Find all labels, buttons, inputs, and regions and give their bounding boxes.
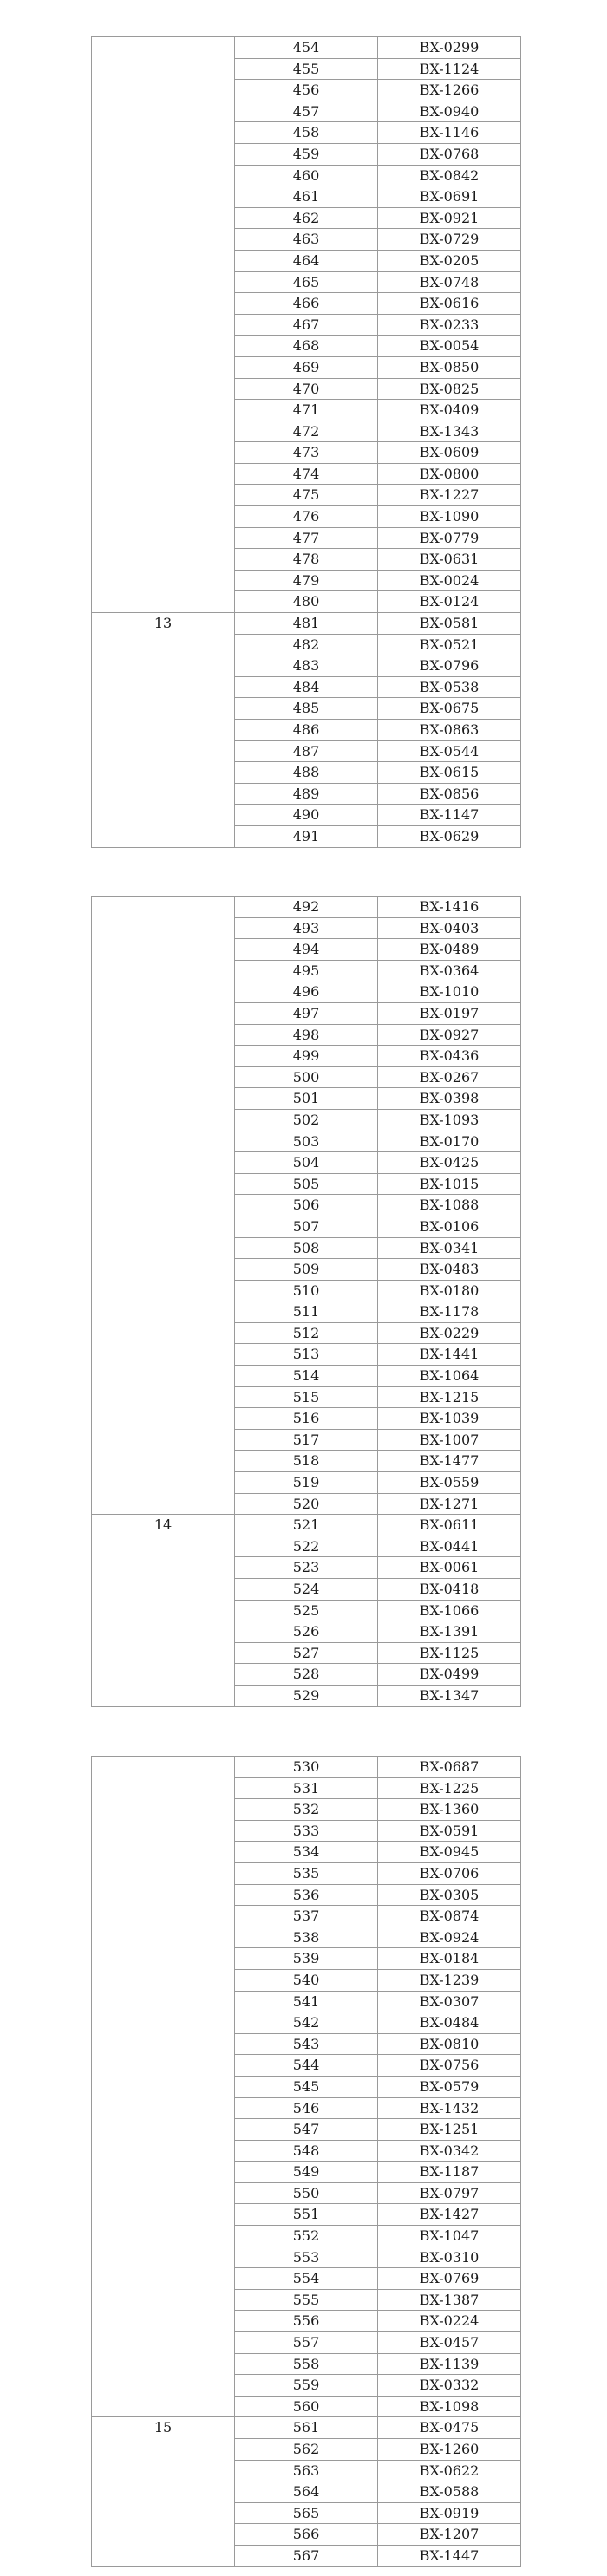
number-cell: 493 — [235, 917, 378, 939]
number-cell: 546 — [235, 2097, 378, 2119]
code-cell: BX-1260 — [378, 2439, 521, 2461]
table-row — [92, 613, 521, 635]
number-cell: 514 — [235, 1366, 378, 1387]
number-cell: 466 — [235, 293, 378, 315]
code-cell: BX-1239 — [378, 1969, 521, 1991]
code-cell: BX-0591 — [378, 1820, 521, 1842]
table-row — [92, 1757, 521, 1778]
number-cell: 483 — [235, 655, 378, 677]
table-row — [92, 37, 521, 59]
code-cell: BX-0418 — [378, 1579, 521, 1601]
number-cell: 553 — [235, 2247, 378, 2268]
code-cell: BX-0475 — [378, 2417, 521, 2439]
code-cell: BX-1088 — [378, 1195, 521, 1216]
table-row — [92, 2417, 521, 2439]
number-cell: 518 — [235, 1451, 378, 1472]
number-cell: 491 — [235, 825, 378, 847]
number-cell: 561 — [235, 2417, 378, 2439]
number-cell: 564 — [235, 2481, 378, 2503]
number-cell: 499 — [235, 1046, 378, 1067]
number-cell: 502 — [235, 1109, 378, 1131]
code-cell: BX-0768 — [378, 143, 521, 165]
code-cell: BX-0403 — [378, 917, 521, 939]
code-cell: BX-0307 — [378, 1991, 521, 2012]
number-cell: 532 — [235, 1799, 378, 1821]
code-cell: BX-1178 — [378, 1301, 521, 1323]
code-cell: BX-1066 — [378, 1600, 521, 1621]
code-cell: BX-1010 — [378, 981, 521, 1003]
code-cell: BX-0398 — [378, 1088, 521, 1110]
code-cell: BX-1139 — [378, 2353, 521, 2375]
number-cell: 490 — [235, 805, 378, 826]
code-cell: BX-0874 — [378, 1906, 521, 1927]
code-cell: BX-1416 — [378, 897, 521, 918]
code-cell: BX-0180 — [378, 1280, 521, 1301]
number-cell: 459 — [235, 143, 378, 165]
number-cell: 549 — [235, 2162, 378, 2183]
code-cell: BX-0611 — [378, 1515, 521, 1536]
code-cell: BX-0310 — [378, 2247, 521, 2268]
code-cell: BX-0484 — [378, 2012, 521, 2034]
number-cell: 474 — [235, 463, 378, 485]
code-cell: BX-1125 — [378, 1642, 521, 1664]
number-cell: 523 — [235, 1557, 378, 1579]
number-cell: 529 — [235, 1685, 378, 1706]
number-cell: 481 — [235, 613, 378, 635]
number-cell: 477 — [235, 527, 378, 549]
number-cell: 495 — [235, 960, 378, 981]
number-cell: 476 — [235, 506, 378, 528]
code-cell: BX-1147 — [378, 805, 521, 826]
code-cell: BX-0170 — [378, 1131, 521, 1152]
code-cell: BX-0863 — [378, 720, 521, 741]
code-cell: BX-0205 — [378, 250, 521, 271]
code-cell: BX-0489 — [378, 939, 521, 961]
number-cell: 465 — [235, 271, 378, 293]
code-cell: BX-0756 — [378, 2055, 521, 2077]
number-cell: 469 — [235, 356, 378, 378]
code-cell: BX-1090 — [378, 506, 521, 528]
number-cell: 524 — [235, 1579, 378, 1601]
code-cell: BX-1227 — [378, 485, 521, 506]
number-cell: 487 — [235, 740, 378, 762]
number-cell: 497 — [235, 1002, 378, 1024]
group-cell — [92, 1757, 235, 2417]
number-cell: 455 — [235, 58, 378, 80]
number-cell: 463 — [235, 229, 378, 251]
number-cell: 538 — [235, 1927, 378, 1948]
code-cell: BX-0825 — [378, 378, 521, 400]
code-cell: BX-1187 — [378, 2162, 521, 2183]
code-cell: BX-0675 — [378, 698, 521, 720]
code-cell: BX-0729 — [378, 229, 521, 251]
number-cell: 470 — [235, 378, 378, 400]
number-cell: 458 — [235, 122, 378, 144]
number-cell: 460 — [235, 165, 378, 186]
number-cell: 494 — [235, 939, 378, 961]
code-cell: BX-0581 — [378, 613, 521, 635]
number-cell: 464 — [235, 250, 378, 271]
table-block-3 — [91, 1756, 521, 2567]
number-cell: 565 — [235, 2502, 378, 2524]
code-cell: BX-1039 — [378, 1408, 521, 1430]
code-cell: BX-0184 — [378, 1948, 521, 1970]
number-cell: 511 — [235, 1301, 378, 1323]
number-cell: 540 — [235, 1969, 378, 1991]
code-cell: BX-0409 — [378, 400, 521, 421]
code-cell: BX-0945 — [378, 1842, 521, 1863]
code-cell: BX-0538 — [378, 676, 521, 698]
code-cell: BX-0436 — [378, 1046, 521, 1067]
number-cell: 520 — [235, 1493, 378, 1515]
number-cell: 541 — [235, 1991, 378, 2012]
code-cell: BX-0810 — [378, 2033, 521, 2055]
number-cell: 556 — [235, 2311, 378, 2332]
number-cell: 454 — [235, 37, 378, 59]
code-cell: BX-1124 — [378, 58, 521, 80]
code-cell: BX-1427 — [378, 2204, 521, 2226]
code-cell: BX-0197 — [378, 1002, 521, 1024]
number-cell: 525 — [235, 1600, 378, 1621]
code-cell: BX-0588 — [378, 2481, 521, 2503]
code-cell: BX-1432 — [378, 2097, 521, 2119]
code-cell: BX-1441 — [378, 1344, 521, 1366]
number-cell: 492 — [235, 897, 378, 918]
number-cell: 528 — [235, 1664, 378, 1686]
group-cell: 15 — [92, 2417, 235, 2566]
number-cell: 557 — [235, 2332, 378, 2354]
number-cell: 456 — [235, 80, 378, 101]
code-cell: BX-0927 — [378, 1024, 521, 1046]
number-cell: 513 — [235, 1344, 378, 1366]
number-cell: 563 — [235, 2460, 378, 2481]
number-cell: 533 — [235, 1820, 378, 1842]
table-row — [92, 1515, 521, 1536]
number-cell: 558 — [235, 2353, 378, 2375]
number-cell: 471 — [235, 400, 378, 421]
code-cell: BX-0342 — [378, 2140, 521, 2162]
code-cell: BX-0629 — [378, 825, 521, 847]
number-cell: 485 — [235, 698, 378, 720]
code-cell: BX-1015 — [378, 1173, 521, 1195]
code-cell: BX-0224 — [378, 2311, 521, 2332]
code-cell: BX-1007 — [378, 1429, 521, 1451]
number-cell: 555 — [235, 2289, 378, 2311]
code-cell: BX-0483 — [378, 1259, 521, 1281]
group-cell: 13 — [92, 613, 235, 848]
number-cell: 544 — [235, 2055, 378, 2077]
code-cell: BX-0796 — [378, 655, 521, 677]
code-cell: BX-0299 — [378, 37, 521, 59]
code-cell: BX-0124 — [378, 591, 521, 613]
number-cell: 543 — [235, 2033, 378, 2055]
number-cell: 473 — [235, 442, 378, 464]
number-cell: 552 — [235, 2226, 378, 2247]
number-cell: 527 — [235, 1642, 378, 1664]
code-cell: BX-0544 — [378, 740, 521, 762]
code-cell: BX-0921 — [378, 207, 521, 229]
code-cell: BX-0579 — [378, 2076, 521, 2097]
code-cell: BX-0691 — [378, 186, 521, 208]
number-cell: 526 — [235, 1621, 378, 1643]
number-cell: 475 — [235, 485, 378, 506]
number-cell: 468 — [235, 336, 378, 357]
number-cell: 501 — [235, 1088, 378, 1110]
number-cell: 488 — [235, 762, 378, 784]
code-cell: BX-0559 — [378, 1472, 521, 1494]
number-cell: 521 — [235, 1515, 378, 1536]
code-cell: BX-0615 — [378, 762, 521, 784]
number-cell: 505 — [235, 1173, 378, 1195]
number-cell: 507 — [235, 1216, 378, 1237]
code-cell: BX-1387 — [378, 2289, 521, 2311]
code-cell: BX-0609 — [378, 442, 521, 464]
code-cell: BX-1360 — [378, 1799, 521, 1821]
number-cell: 508 — [235, 1237, 378, 1259]
number-cell: 534 — [235, 1842, 378, 1863]
code-cell: BX-1215 — [378, 1386, 521, 1408]
code-cell: BX-0769 — [378, 2268, 521, 2290]
code-cell: BX-1251 — [378, 2119, 521, 2141]
code-cell: BX-0800 — [378, 463, 521, 485]
code-cell: BX-0924 — [378, 1927, 521, 1948]
table-row — [92, 897, 521, 918]
number-cell: 479 — [235, 570, 378, 591]
code-cell: BX-1347 — [378, 1685, 521, 1706]
code-cell: BX-0024 — [378, 570, 521, 591]
number-cell: 536 — [235, 1884, 378, 1906]
number-cell: 498 — [235, 1024, 378, 1046]
code-cell: BX-0499 — [378, 1664, 521, 1686]
code-cell: BX-1225 — [378, 1777, 521, 1799]
code-cell: BX-0940 — [378, 101, 521, 122]
number-cell: 457 — [235, 101, 378, 122]
code-cell: BX-0457 — [378, 2332, 521, 2354]
code-cell: BX-0850 — [378, 356, 521, 378]
code-cell: BX-1207 — [378, 2524, 521, 2546]
number-cell: 496 — [235, 981, 378, 1003]
code-cell: BX-0267 — [378, 1066, 521, 1088]
number-cell: 566 — [235, 2524, 378, 2546]
number-cell: 560 — [235, 2396, 378, 2417]
group-cell: 14 — [92, 1515, 235, 1706]
number-cell: 551 — [235, 2204, 378, 2226]
code-cell: BX-0856 — [378, 783, 521, 805]
code-cell: BX-0622 — [378, 2460, 521, 2481]
number-cell: 519 — [235, 1472, 378, 1494]
number-cell: 504 — [235, 1152, 378, 1174]
number-cell: 522 — [235, 1536, 378, 1557]
number-cell: 530 — [235, 1757, 378, 1778]
code-cell: BX-1098 — [378, 2396, 521, 2417]
number-cell: 478 — [235, 549, 378, 571]
code-cell: BX-0233 — [378, 314, 521, 336]
code-cell: BX-0779 — [378, 527, 521, 549]
number-cell: 554 — [235, 2268, 378, 2290]
number-cell: 500 — [235, 1066, 378, 1088]
number-cell: 537 — [235, 1906, 378, 1927]
code-cell: BX-1146 — [378, 122, 521, 144]
number-cell: 531 — [235, 1777, 378, 1799]
code-cell: BX-0425 — [378, 1152, 521, 1174]
number-cell: 545 — [235, 2076, 378, 2097]
number-cell: 503 — [235, 1131, 378, 1152]
code-cell: BX-0616 — [378, 293, 521, 315]
code-cell: BX-1343 — [378, 421, 521, 442]
number-cell: 509 — [235, 1259, 378, 1281]
code-cell: BX-0441 — [378, 1536, 521, 1557]
number-cell: 472 — [235, 421, 378, 442]
number-cell: 547 — [235, 2119, 378, 2141]
code-cell: BX-0229 — [378, 1322, 521, 1344]
group-cell — [92, 897, 235, 1515]
number-cell: 506 — [235, 1195, 378, 1216]
number-cell: 486 — [235, 720, 378, 741]
code-cell: BX-1271 — [378, 1493, 521, 1515]
number-cell: 542 — [235, 2012, 378, 2034]
data-table — [91, 896, 521, 1707]
number-cell: 515 — [235, 1386, 378, 1408]
number-cell: 467 — [235, 314, 378, 336]
code-cell: BX-1447 — [378, 2545, 521, 2566]
number-cell: 510 — [235, 1280, 378, 1301]
number-cell: 539 — [235, 1948, 378, 1970]
code-cell: BX-1047 — [378, 2226, 521, 2247]
number-cell: 516 — [235, 1408, 378, 1430]
code-cell: BX-0797 — [378, 2182, 521, 2204]
number-cell: 559 — [235, 2375, 378, 2397]
code-cell: BX-0687 — [378, 1757, 521, 1778]
number-cell: 512 — [235, 1322, 378, 1344]
code-cell: BX-0521 — [378, 634, 521, 655]
code-cell: BX-0054 — [378, 336, 521, 357]
code-cell: BX-0706 — [378, 1862, 521, 1884]
code-cell: BX-1477 — [378, 1451, 521, 1472]
code-cell: BX-0305 — [378, 1884, 521, 1906]
code-cell: BX-1064 — [378, 1366, 521, 1387]
code-cell: BX-0842 — [378, 165, 521, 186]
number-cell: 489 — [235, 783, 378, 805]
number-cell: 462 — [235, 207, 378, 229]
number-cell: 535 — [235, 1862, 378, 1884]
number-cell: 461 — [235, 186, 378, 208]
number-cell: 548 — [235, 2140, 378, 2162]
data-table — [91, 1756, 521, 2567]
group-cell — [92, 37, 235, 613]
code-cell: BX-1093 — [378, 1109, 521, 1131]
table-block-2 — [91, 896, 521, 1707]
number-cell: 562 — [235, 2439, 378, 2461]
code-cell: BX-0919 — [378, 2502, 521, 2524]
table-block-1 — [91, 36, 521, 848]
code-cell: BX-0332 — [378, 2375, 521, 2397]
code-cell: BX-0106 — [378, 1216, 521, 1237]
code-cell: BX-0364 — [378, 960, 521, 981]
code-cell: BX-0061 — [378, 1557, 521, 1579]
code-cell: BX-0631 — [378, 549, 521, 571]
code-cell: BX-1391 — [378, 1621, 521, 1643]
data-table — [91, 36, 521, 848]
number-cell: 482 — [235, 634, 378, 655]
code-cell: BX-0748 — [378, 271, 521, 293]
code-cell: BX-1266 — [378, 80, 521, 101]
code-cell: BX-0341 — [378, 1237, 521, 1259]
number-cell: 484 — [235, 676, 378, 698]
number-cell: 480 — [235, 591, 378, 613]
number-cell: 567 — [235, 2545, 378, 2566]
number-cell: 517 — [235, 1429, 378, 1451]
number-cell: 550 — [235, 2182, 378, 2204]
